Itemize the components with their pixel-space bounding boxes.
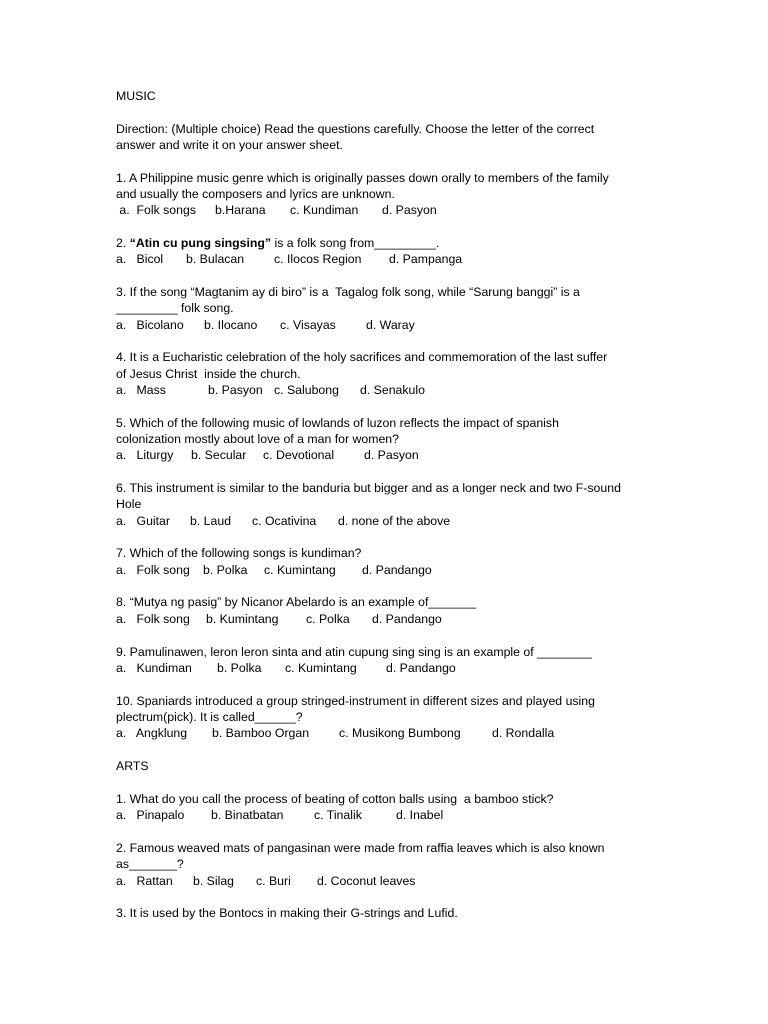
question-text: Hole bbox=[116, 497, 142, 511]
option-b: b. Ilocano bbox=[204, 318, 258, 332]
question-text: plectrum(pick). It is called______? bbox=[116, 710, 303, 724]
option-c: c. Devotional bbox=[263, 448, 335, 462]
option-d: d. Coconut leaves bbox=[317, 874, 416, 888]
option-a: a. Kundiman bbox=[116, 661, 192, 675]
question-text: 1. A Philippine music genre which is originally passes down orally to members of the family bbox=[116, 171, 609, 185]
question-text: 3. If the song “Magtanim ay di biro” is a Tagalog folk song, while “Sarung banggi” is a bbox=[116, 285, 580, 299]
option-c: c. Visayas bbox=[280, 318, 336, 332]
option-b: b. Polka bbox=[203, 563, 248, 577]
question-text bbox=[116, 235, 439, 251]
option-c: c. Salubong bbox=[274, 383, 339, 397]
question-text: of Jesus Christ inside the church. bbox=[116, 367, 301, 381]
music-heading: MUSIC bbox=[116, 89, 156, 103]
option-d: d. Pandango bbox=[362, 563, 432, 577]
option-c: c. Kundiman bbox=[290, 203, 359, 217]
option-d: d. Senakulo bbox=[360, 383, 425, 397]
option-d: d. Waray bbox=[366, 318, 415, 332]
question-rest: is a folk song from_________. bbox=[271, 236, 440, 250]
answer-options bbox=[116, 202, 756, 218]
answer-options bbox=[116, 251, 756, 267]
option-d: d. Pampanga bbox=[389, 252, 463, 266]
option-b: b. Secular bbox=[191, 448, 247, 462]
option-a: a. Guitar bbox=[116, 514, 170, 528]
option-d: d. Rondalla bbox=[492, 726, 555, 740]
option-d: d. Pasyon bbox=[382, 203, 437, 217]
option-c: c. Tinalik bbox=[314, 808, 362, 822]
option-b: b. Kumintang bbox=[206, 612, 279, 626]
question-text: and usually the composers and lyrics are unknown. bbox=[116, 187, 395, 201]
question-text: 2. Famous weaved mats of pangasinan were made from raffia leaves which is also known bbox=[116, 841, 605, 855]
answer-options bbox=[116, 382, 756, 398]
option-a: a. Folk song bbox=[116, 612, 190, 626]
option-a: a. Pinapalo bbox=[116, 808, 185, 822]
question-text: as_______? bbox=[116, 857, 184, 871]
option-b: b. Bulacan bbox=[186, 252, 245, 266]
question-text: colonization mostly about love of a man for women? bbox=[116, 432, 399, 446]
option-a: a. Folk song bbox=[116, 563, 190, 577]
answer-options bbox=[116, 447, 756, 463]
question-text: 10. Spaniards introduced a group stringed-instrument in different sizes and played using bbox=[116, 694, 595, 708]
answer-options bbox=[116, 317, 756, 333]
option-c: c. Kumintang bbox=[285, 661, 357, 675]
option-a: a. Angklung bbox=[116, 726, 188, 740]
option-b: b. Pasyon bbox=[208, 383, 263, 397]
option-b: b.Harana bbox=[215, 203, 266, 217]
arts-heading: ARTS bbox=[116, 759, 149, 773]
answer-options bbox=[116, 725, 756, 741]
question-text: 9. Pamulinawen, leron leron sinta and atin cupung sing sing is an example of ________ bbox=[116, 645, 592, 659]
answer-options bbox=[116, 807, 756, 823]
question-text: 3. It is used by the Bontocs in making their G-strings and Lufid. bbox=[116, 906, 458, 920]
option-d: d. none of the above bbox=[338, 514, 451, 528]
option-b: b. Silag bbox=[193, 874, 235, 888]
option-b: b. Polka bbox=[217, 661, 262, 675]
option-c: c. Musikong Bumbong bbox=[339, 726, 461, 740]
option-c: c. Ocativina bbox=[252, 514, 317, 528]
answer-options bbox=[116, 611, 756, 627]
option-a: a. Folk songs bbox=[116, 203, 196, 217]
question-text: 1. What do you call the process of beating of cotton balls using a bamboo stick? bbox=[116, 792, 554, 806]
answer-options bbox=[116, 660, 756, 676]
option-c: c. Buri bbox=[256, 874, 291, 888]
question-text: 7. Which of the following songs is kundiman? bbox=[116, 546, 362, 560]
question-text: 6. This instrument is similar to the banduria but bigger and as a longer neck and two F-sound bbox=[116, 481, 621, 495]
question-text: _________ folk song. bbox=[116, 301, 234, 315]
option-a: a. Bicolano bbox=[116, 318, 184, 332]
question-number: 2. bbox=[116, 236, 130, 250]
answer-options bbox=[116, 873, 756, 889]
option-a: a. Bicol bbox=[116, 252, 164, 266]
direction-line: Direction: (Multiple choice) Read the questions carefully. Choose the letter of the correct bbox=[116, 122, 595, 136]
question-text: 5. Which of the following music of lowlands of luzon reflects the impact of spanish bbox=[116, 416, 559, 430]
option-d: d. Pandango bbox=[372, 612, 442, 626]
question-text: 8. “Mutya ng pasig” by Nicanor Abelardo is an example of_______ bbox=[116, 595, 477, 609]
option-d: d. Inabel bbox=[396, 808, 444, 822]
option-c: c. Kumintang bbox=[264, 563, 336, 577]
option-a: a. Rattan bbox=[116, 874, 173, 888]
song-title: “Atin cu pung singsing” bbox=[129, 236, 272, 250]
direction-line: answer and write it on your answer sheet. bbox=[116, 138, 343, 152]
answer-options bbox=[116, 562, 756, 578]
option-b: b. Laud bbox=[190, 514, 232, 528]
answer-options bbox=[116, 513, 756, 529]
option-d: d. Pandango bbox=[386, 661, 456, 675]
question-text: 4. It is a Eucharistic celebration of the holy sacrifices and commemoration of the last suffer bbox=[116, 350, 608, 364]
option-a: a. Mass bbox=[116, 383, 166, 397]
option-d: d. Pasyon bbox=[364, 448, 419, 462]
option-c: c. Polka bbox=[306, 612, 350, 626]
option-a: a. Liturgy bbox=[116, 448, 174, 462]
option-b: b. Bamboo Organ bbox=[212, 726, 310, 740]
option-c: c. Ilocos Region bbox=[274, 252, 362, 266]
option-b: b. Binatbatan bbox=[211, 808, 284, 822]
